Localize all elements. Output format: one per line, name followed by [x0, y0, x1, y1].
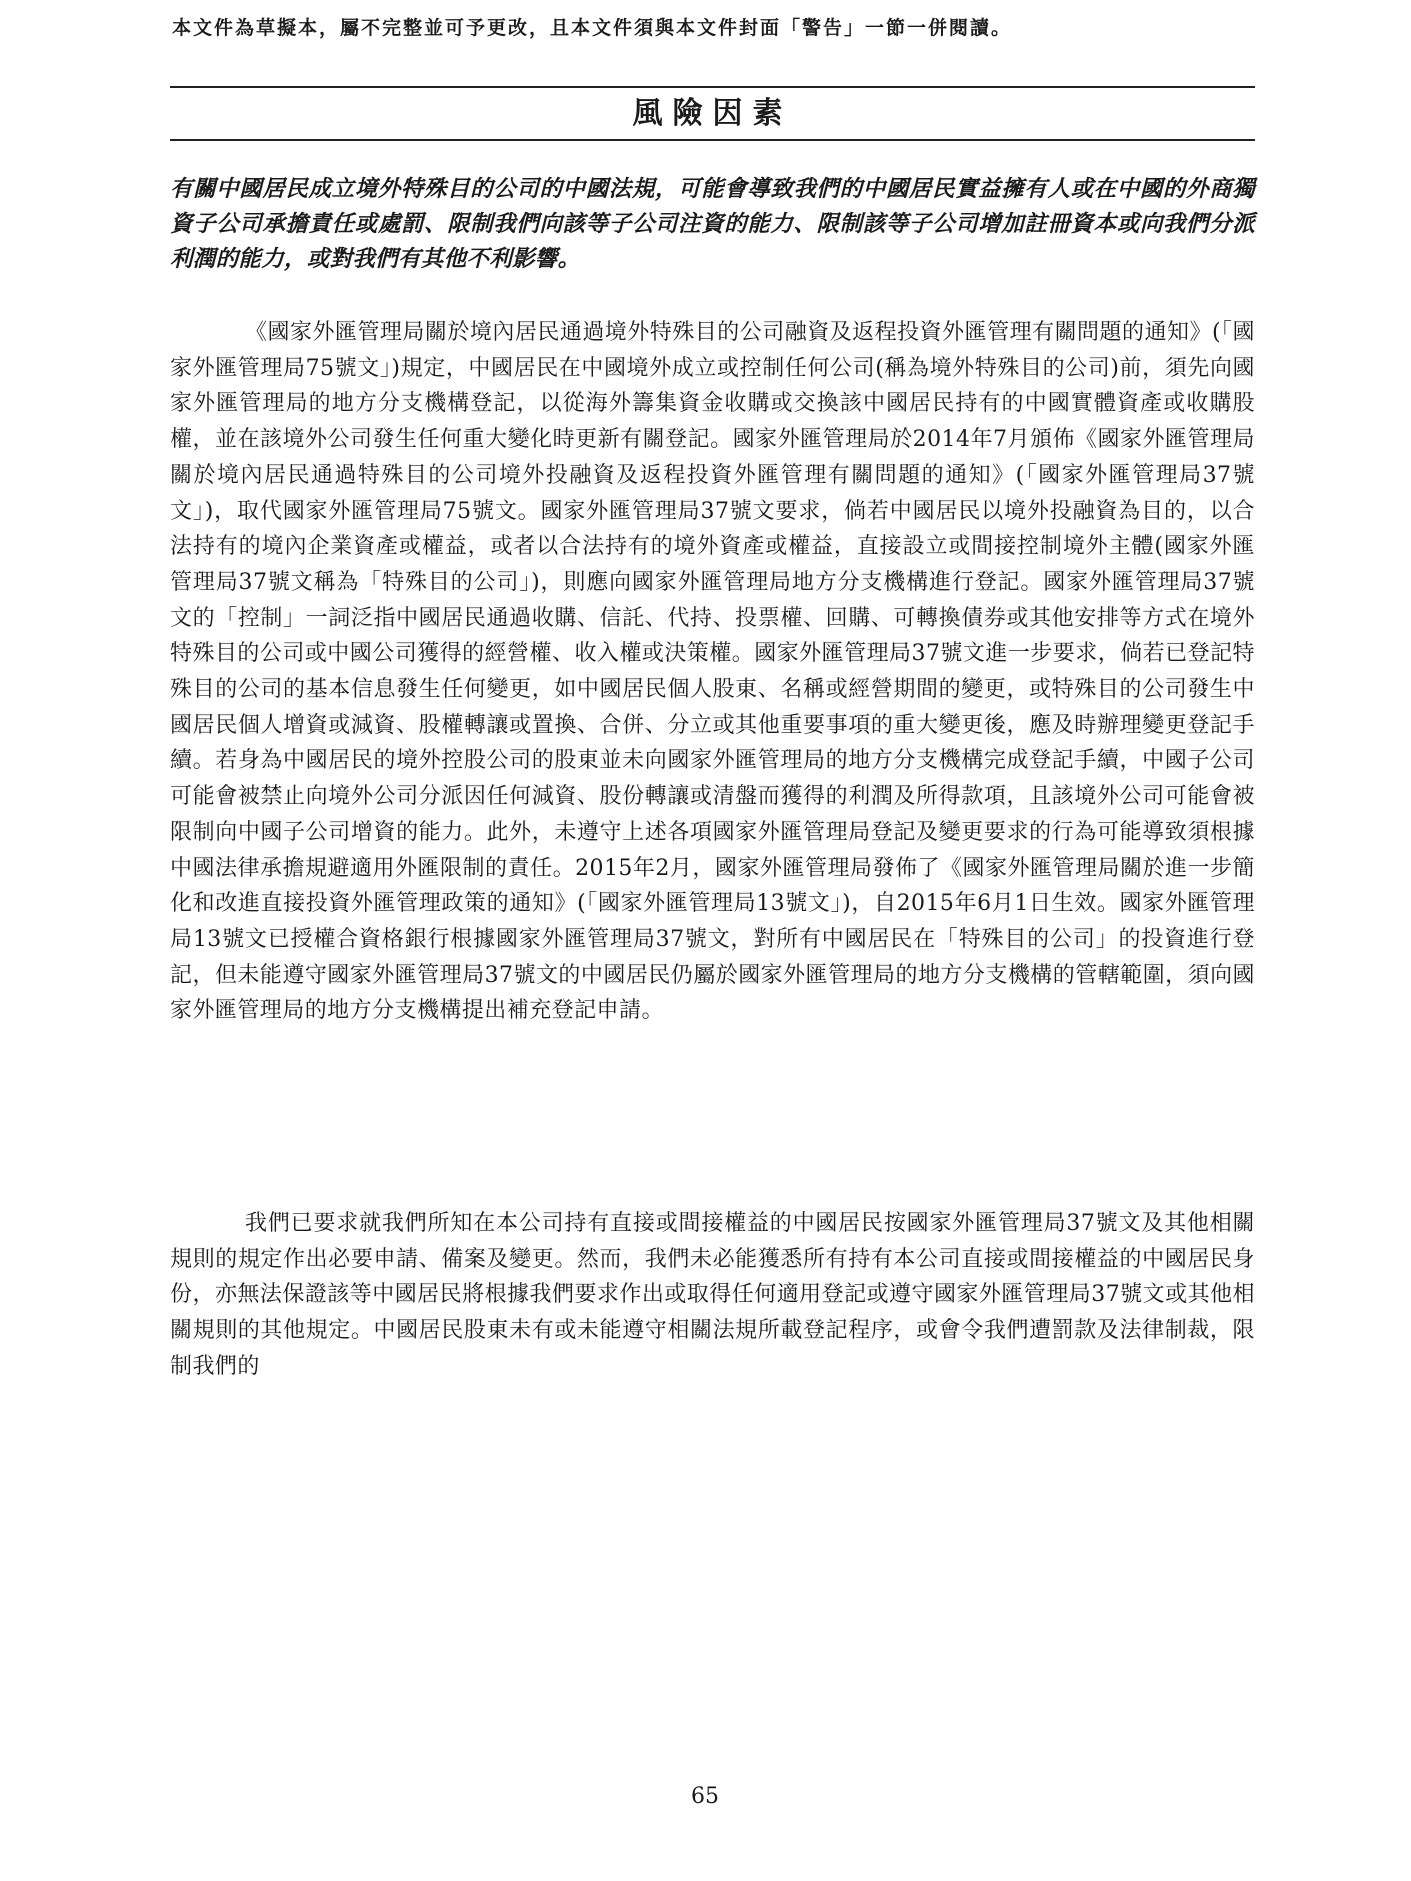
title-rule-bottom	[170, 139, 1255, 141]
body-paragraph-2: 我們已要求就我們所知在本公司持有直接或間接權益的中國居民按國家外匯管理局37號文及其他相關規則的規定作出必要申請、備案及變更。然而，我們未必能獲悉所有持有本公司直接或間接權益的中國居民身份，亦無法保證該等中國居民將根據我們要求作出或取得任何適用登記或遵守國家外匯管理局37號文或其他相關規則的其他規定。中國居民股東未有或未能遵守相關法規所載登記程序，或會令我們遭罰款及法律制裁，限制我們的	[170, 1211, 1255, 1379]
body-paragraph-1: 《國家外匯管理局關於境內居民通過境外特殊目的公司融資及返程投資外匯管理有關問題的通知》(「國家外匯管理局75號文」)規定，中國居民在中國境外成立或控制任何公司(稱為境外特殊目的公司)前，須先向國家外匯管理局的地方分支機構登記，以從海外籌集資金收購或交換該中國居民持有的中國實體資產或收購股權，並在該境外公司發生任何重大變化時更新有關登記。國家外匯管理局於2014年7月頒佈《國家外匯管理局關於境內居民通過特殊目的公司境外投融資及返程投資外匯管理有關問題的通知》(「國家外匯管理局37號文」)，取代國家外匯管理局75號文。國家外匯管理局37號文要求，倘若中國居民以境外投融資為目的，以合法持有的境內企業資產或權益，或者以合法持有的境外資產或權益，直接設立或間接控制境外主體(國家外匯管理局37號文稱為「特殊目的公司」)，則應向國家外匯管理局地方分支機構進行登記。國家外匯管理局37號文的「控制」一詞泛指中國居民通過收購、信託、代持、投票權、回購、可轉換債券或其他安排等方式在境外特殊目的公司或中國公司獲得的經營權、收入權或決策權。國家外匯管理局37號文進一步要求，倘若已登記特殊目的公司的基本信息發生任何變更，如中國居民個人股東、名稱或經營期間的變更，或特殊目的公司發生中國居民個人增資或減資、股權轉讓或置換、合併、分立或其他重要事項的重大變更後，應及時辦理變更登記手續。若身為中國居民的境外控股公司的股東並未向國家外匯管理局的地方分支機構完成登記手續，中國子公司可能會被禁止向境外公司分派因任何減資、股份轉讓或清盤而獲得的利潤及所得款項，且該境外公司可能會被限制向中國子公司增資的能力。此外，未遵守上述各項國家外匯管理局登記及變更要求的行為可能導致須根據中國法律承擔規避適用外匯限制的責任。2015年2月，國家外匯管理局發佈了《國家外匯管理局關於進一步簡化和改進直接投資外匯管理政策的通知》(「國家外匯管理局13號文」)，自2015年6月1日生效。國家外匯管理局13號文已授權合資格銀行根據國家外匯管理局37號文，對所有中國居民在「特殊目的公司」的投資進行登記，但未能遵守國家外匯管理局37號文的中國居民仍屬於國家外匯管理局的地方分支機構的管轄範圍，須向國家外匯管理局的地方分支機構提出補充登記申請。	[170, 320, 1255, 1024]
title-rule-top	[170, 86, 1255, 88]
risk-factor-heading: 有關中國居民成立境外特殊目的公司的中國法規，可能會導致我們的中國居民實益擁有人或在中國的外商獨資子公司承擔責任或處罰、限制我們向該等子公司注資的能力、限制該等子公司增加註冊資本或向我們分派利潤的能力，或對我們有其他不利影響。	[170, 176, 1255, 272]
draft-disclaimer: 本文件為草擬本，屬不完整並可予更改，且本文件須與本文件封面「警告」一節一併閱讀。	[172, 17, 1013, 39]
page-number: 65	[691, 1784, 719, 1809]
section-title: 風險因素	[632, 96, 793, 131]
